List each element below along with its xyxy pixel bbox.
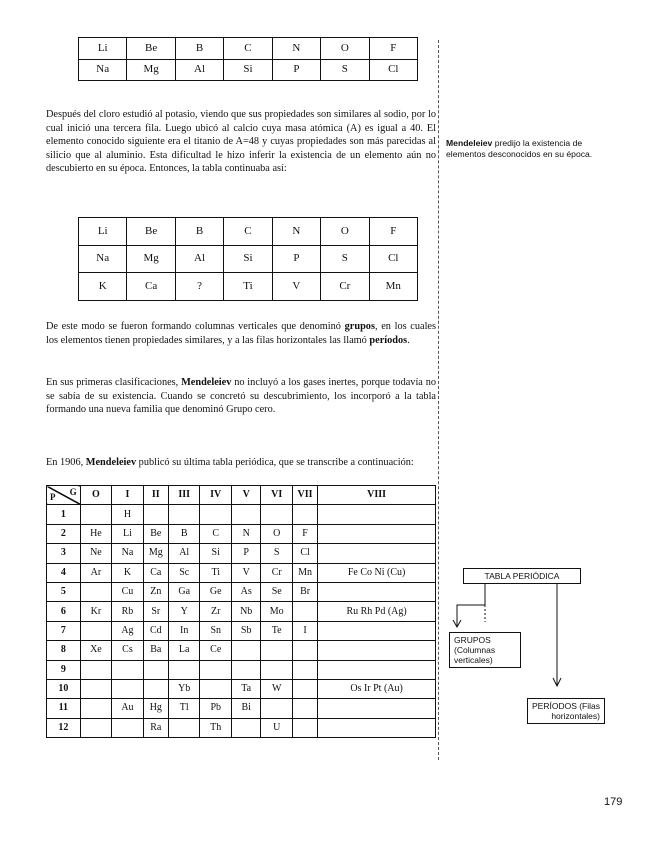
element-cell: Si <box>224 59 272 81</box>
period-row <box>47 582 436 601</box>
element-cell <box>143 505 168 524</box>
element-cell: Si <box>224 245 272 273</box>
period-number: 8 <box>47 641 81 660</box>
mendeleiev-periodic-table-1906 <box>46 485 436 738</box>
element-cell <box>261 699 293 718</box>
element-cell: O <box>261 524 293 543</box>
period-row <box>47 524 436 543</box>
element-cell: Zn <box>143 582 168 601</box>
element-cell: Cd <box>143 621 168 640</box>
element-cell <box>200 505 232 524</box>
element-cell <box>292 602 317 621</box>
concept-diagram <box>445 560 645 775</box>
element-cell: Ga <box>168 582 200 601</box>
element-cell <box>292 699 317 718</box>
medium-row <box>79 273 418 301</box>
paragraph-potasio: Después del cloro estudió al potasio, viendo que sus propiedades son similares al sodio, por lo cual inició una tercera fila. Luego ubicó al calcio cuya masa atómica (A) es igual a 40. El elemento conocido siguiente era el titanio de A=48 y cuyas propiedades son más parecidas al silicio que al aluminio. Esta dificultad le hizo inferir la existencia de un elemento aún no descubierto en su época. Entonces, la tabla continuaba así: <box>46 109 436 175</box>
element-cell: C <box>224 218 272 246</box>
period-row <box>47 641 436 660</box>
side-note <box>446 138 606 160</box>
element-cell: Na <box>79 245 127 273</box>
element-cell: Cr <box>321 273 369 301</box>
element-cell <box>318 660 436 679</box>
element-cell: Yb <box>168 679 200 698</box>
element-cell: N <box>272 38 320 60</box>
element-cell <box>261 641 293 660</box>
element-cell <box>292 679 317 698</box>
element-cell: Nb <box>231 602 260 621</box>
element-cell: Cs <box>112 641 144 660</box>
element-cell: V <box>272 273 320 301</box>
group-header: IV <box>200 486 232 505</box>
element-cell: V <box>231 563 260 582</box>
group-header: VII <box>292 486 317 505</box>
element-cell: Ba <box>143 641 168 660</box>
element-cell: Zr <box>200 602 232 621</box>
element-cell: Mg <box>127 59 175 81</box>
element-cell: ? <box>175 273 223 301</box>
element-cell <box>112 660 144 679</box>
term-grupos: grupos <box>344 321 375 332</box>
element-cell <box>80 699 112 718</box>
medium-row <box>79 245 418 273</box>
element-cell: Li <box>112 524 144 543</box>
period-number: 6 <box>47 602 81 621</box>
element-cell: N <box>231 524 260 543</box>
element-cell: Sc <box>168 563 200 582</box>
element-cell: P <box>231 544 260 563</box>
period-row <box>47 621 436 640</box>
element-cell: Mn <box>369 273 417 301</box>
element-cell: As <box>231 582 260 601</box>
page-number: 179 <box>604 796 623 808</box>
element-cell: B <box>175 38 223 60</box>
element-cell: C <box>224 38 272 60</box>
element-cell: Cr <box>261 563 293 582</box>
period-row <box>47 505 436 524</box>
element-cell: Br <box>292 582 317 601</box>
element-cell <box>318 544 436 563</box>
paragraph-1906-text-2: publicó su última tabla periódica, que se transcribe a continuación: <box>136 457 414 468</box>
group-header: VI <box>261 486 293 505</box>
margin-divider <box>438 40 439 760</box>
element-cell: Li <box>79 38 127 60</box>
period-row <box>47 563 436 582</box>
element-cell: C <box>200 524 232 543</box>
element-cell: Ag <box>112 621 144 640</box>
element-cell: Y <box>168 602 200 621</box>
element-cell: Cu <box>112 582 144 601</box>
element-cell: Th <box>200 718 232 737</box>
element-cell: W <box>261 679 293 698</box>
element-cell <box>261 505 293 524</box>
element-cell: Ar <box>80 563 112 582</box>
element-cell <box>200 660 232 679</box>
group-header: I <box>112 486 144 505</box>
period-row <box>47 660 436 679</box>
element-cell: K <box>112 563 144 582</box>
group-header: II <box>143 486 168 505</box>
diagram-box-grupos: GRUPOS (Columnas verticales) <box>449 632 521 668</box>
period-row <box>47 544 436 563</box>
paragraph-grupos-text-2: , en los cuales los elementos tienen propiedades similares, y a las filas horizontales las llamó <box>46 321 437 346</box>
element-cell: Kr <box>80 602 112 621</box>
element-cell: Te <box>261 621 293 640</box>
element-cell: Ti <box>224 273 272 301</box>
element-cell: Xe <box>80 641 112 660</box>
element-cell <box>318 524 436 543</box>
element-cell: Ca <box>127 273 175 301</box>
element-cell <box>80 505 112 524</box>
period-number: 11 <box>47 699 81 718</box>
element-cell: I <box>292 621 317 640</box>
period-number: 2 <box>47 524 81 543</box>
paragraph-gases-text-2: no incluyó a los gases inertes, porque todavía no se sabía de su existencia. Cuando se concretó su descubrimiento, los incorporó a la tabla formando una nueva familia que denominó Grupo cero. <box>46 377 436 416</box>
period-number: 1 <box>47 505 81 524</box>
element-cell: Cl <box>369 59 417 81</box>
element-cell: Cl <box>369 245 417 273</box>
element-cell <box>292 505 317 524</box>
element-cell <box>80 621 112 640</box>
element-cell: Sr <box>143 602 168 621</box>
element-cell: Al <box>175 59 223 81</box>
paragraph-gases-inertes <box>46 376 436 417</box>
corner-cell <box>47 486 81 505</box>
small-row <box>79 59 418 81</box>
paragraph-1906 <box>46 456 436 470</box>
element-cell: Rb <box>112 602 144 621</box>
element-cell: P <box>272 245 320 273</box>
element-cell <box>231 641 260 660</box>
period-number: 3 <box>47 544 81 563</box>
element-cell: He <box>80 524 112 543</box>
element-cell: Mg <box>143 544 168 563</box>
element-cell: K <box>79 273 127 301</box>
group-header: V <box>231 486 260 505</box>
element-table-three-rows <box>78 217 418 301</box>
element-cell <box>200 679 232 698</box>
element-cell: Mg <box>127 245 175 273</box>
element-cell <box>292 718 317 737</box>
element-cell <box>168 505 200 524</box>
periodic-table-header-row <box>47 486 436 505</box>
element-cell <box>292 641 317 660</box>
element-cell: Ra <box>143 718 168 737</box>
paragraph-gases-text-1: En sus primeras clasificaciones, <box>46 377 182 388</box>
element-cell: Sn <box>200 621 232 640</box>
element-cell: F <box>292 524 317 543</box>
period-number: 12 <box>47 718 81 737</box>
side-note-highlight: Mendeleiev <box>446 138 493 148</box>
term-mendeleiev-2: Mendeleiev <box>85 457 137 468</box>
element-cell: In <box>168 621 200 640</box>
element-cell <box>80 582 112 601</box>
element-cell: O <box>321 218 369 246</box>
element-cell: H <box>112 505 144 524</box>
element-cell <box>231 718 260 737</box>
term-mendeleiev: Mendeleiev <box>181 377 232 388</box>
element-cell: P <box>272 59 320 81</box>
period-row <box>47 718 436 737</box>
element-cell: Ta <box>231 679 260 698</box>
paragraph-1906-text-1: En 1906, <box>46 457 86 468</box>
element-cell: Ti <box>200 563 232 582</box>
element-cell: U <box>261 718 293 737</box>
corner-g: G <box>69 487 77 497</box>
element-cell: La <box>168 641 200 660</box>
element-cell <box>231 505 260 524</box>
element-cell: Os Ir Pt (Au) <box>318 679 436 698</box>
element-cell: S <box>261 544 293 563</box>
element-cell <box>80 679 112 698</box>
element-cell: O <box>321 38 369 60</box>
periodic-table-head <box>47 486 436 505</box>
small-row <box>79 38 418 60</box>
element-cell: Cl <box>292 544 317 563</box>
group-header: O <box>80 486 112 505</box>
element-cell <box>292 660 317 679</box>
element-cell: Pb <box>200 699 232 718</box>
group-header: VIII <box>318 486 436 505</box>
period-number: 9 <box>47 660 81 679</box>
element-cell: Ca <box>143 563 168 582</box>
element-table-two-rows <box>78 37 418 81</box>
element-cell: Se <box>261 582 293 601</box>
element-cell <box>80 718 112 737</box>
element-cell: B <box>168 524 200 543</box>
element-cell: F <box>369 38 417 60</box>
diagram-box-tabla-periodica: TABLA PERIÓDICA <box>463 568 581 584</box>
element-cell: S <box>321 245 369 273</box>
element-cell: Sb <box>231 621 260 640</box>
period-number: 7 <box>47 621 81 640</box>
element-cell: Ce <box>200 641 232 660</box>
side-note-text: predijo la existencia de elementos desconocidos en su época. <box>446 138 593 159</box>
element-cell: Al <box>168 544 200 563</box>
period-row <box>47 699 436 718</box>
element-cell: Be <box>143 524 168 543</box>
element-cell: Ru Rh Pd (Ag) <box>318 602 436 621</box>
period-number: 5 <box>47 582 81 601</box>
periodic-table-body <box>47 505 436 738</box>
element-cell: Al <box>175 245 223 273</box>
element-cell: Ge <box>200 582 232 601</box>
element-cell <box>231 660 260 679</box>
element-cell <box>143 660 168 679</box>
element-cell: Mn <box>292 563 317 582</box>
element-cell <box>112 679 144 698</box>
element-table-three-rows-body <box>79 218 418 301</box>
element-cell <box>168 660 200 679</box>
element-cell <box>318 621 436 640</box>
period-number: 4 <box>47 563 81 582</box>
element-cell: Au <box>112 699 144 718</box>
period-row <box>47 602 436 621</box>
element-cell: Be <box>127 218 175 246</box>
element-cell: Na <box>79 59 127 81</box>
element-cell <box>80 660 112 679</box>
element-cell: N <box>272 218 320 246</box>
paragraph-grupos-text-1: De este modo se fueron formando columnas verticales que denominó <box>46 321 345 332</box>
group-header: III <box>168 486 200 505</box>
diagram-box-periodos: PERÍODOS (Filas horizontales) <box>527 698 605 724</box>
medium-row <box>79 218 418 246</box>
element-cell: S <box>321 59 369 81</box>
element-cell: Be <box>127 38 175 60</box>
element-table-two-rows-body <box>79 38 418 81</box>
element-cell: Li <box>79 218 127 246</box>
element-cell <box>112 718 144 737</box>
element-cell: Mo <box>261 602 293 621</box>
connector-to-grupos <box>457 582 485 626</box>
element-cell <box>318 582 436 601</box>
element-cell: Ne <box>80 544 112 563</box>
element-cell <box>318 505 436 524</box>
element-cell <box>143 679 168 698</box>
element-cell: B <box>175 218 223 246</box>
element-cell <box>318 641 436 660</box>
element-cell: Si <box>200 544 232 563</box>
element-cell <box>318 718 436 737</box>
term-periodos: períodos <box>369 334 408 346</box>
element-cell: Hg <box>143 699 168 718</box>
element-cell <box>168 718 200 737</box>
period-row <box>47 679 436 698</box>
corner-p: P <box>50 492 56 503</box>
paragraph-grupos <box>46 320 436 347</box>
element-cell: F <box>369 218 417 246</box>
period-number: 10 <box>47 679 81 698</box>
element-cell: Tl <box>168 699 200 718</box>
element-cell <box>318 699 436 718</box>
element-cell: Na <box>112 544 144 563</box>
element-cell <box>261 660 293 679</box>
paragraph-grupos-text-3: . <box>407 334 410 346</box>
element-cell: Fe Co Ni (Cu) <box>318 563 436 582</box>
element-cell: Bi <box>231 699 260 718</box>
